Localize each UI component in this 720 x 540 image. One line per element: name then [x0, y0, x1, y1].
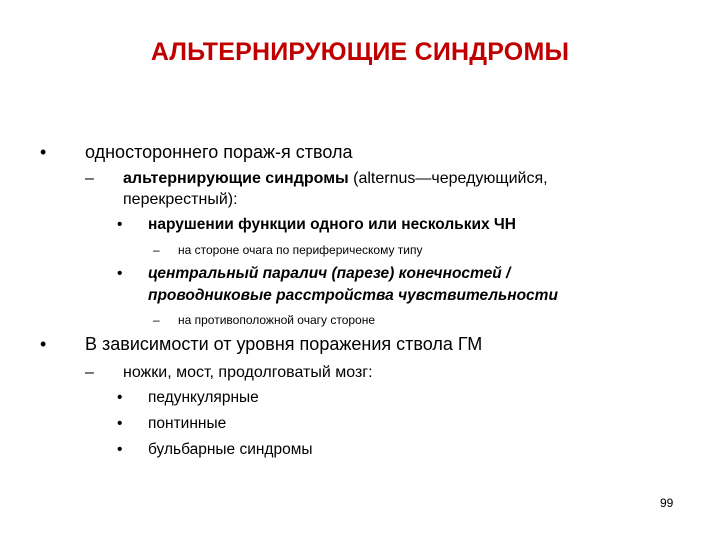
dash-marker: – — [153, 243, 160, 257]
bullet-marker: • — [117, 441, 123, 458]
sub-sub-item-text: бульбарные синдромы — [148, 441, 313, 458]
bullet-text: одностороннего пораж-я ствола — [85, 142, 353, 162]
bullet-text: В зависимости от уровня поражения ствола ГМ — [85, 334, 483, 354]
slide-title: АЛЬТЕРНИРУЮЩИЕ СИНДРОМЫ — [150, 38, 570, 66]
bullet-marker: • — [40, 334, 47, 354]
sub-sub-item-text: педункулярные — [148, 389, 259, 406]
sub-item-text — [123, 170, 548, 188]
bullet-marker: • — [40, 142, 47, 162]
sub-item-text-continued: перекрестный): — [123, 191, 238, 208]
detail-text: на противоположной очагу стороне — [178, 313, 376, 327]
sub-item-text: ножки, мост, продолговатый мозг: — [123, 364, 373, 381]
sub-sub-item-text: понтинные — [148, 415, 227, 432]
detail-text: на стороне очага по периферическому типу — [178, 243, 423, 257]
bullet-marker: • — [117, 415, 123, 432]
sub-sub-item-text: центральный паралич (парезе) конечностей / — [148, 265, 511, 282]
sub-sub-item-text-continued: проводниковые расстройства чувствительности — [148, 287, 558, 304]
sub-sub-item-text: нарушении функции одного или нескольких ЧН — [148, 216, 516, 233]
bullet-marker: • — [117, 216, 123, 233]
bold-term: альтернирующие синдромы — [123, 170, 349, 187]
term-definition: (alternus—чередующийся, — [348, 170, 548, 187]
bullet-marker: • — [117, 389, 123, 406]
bullet-marker: • — [117, 265, 123, 282]
dash-marker: – — [85, 170, 94, 187]
page-number: 99 — [660, 496, 674, 510]
dash-marker: – — [85, 364, 94, 381]
dash-marker: – — [153, 313, 160, 327]
